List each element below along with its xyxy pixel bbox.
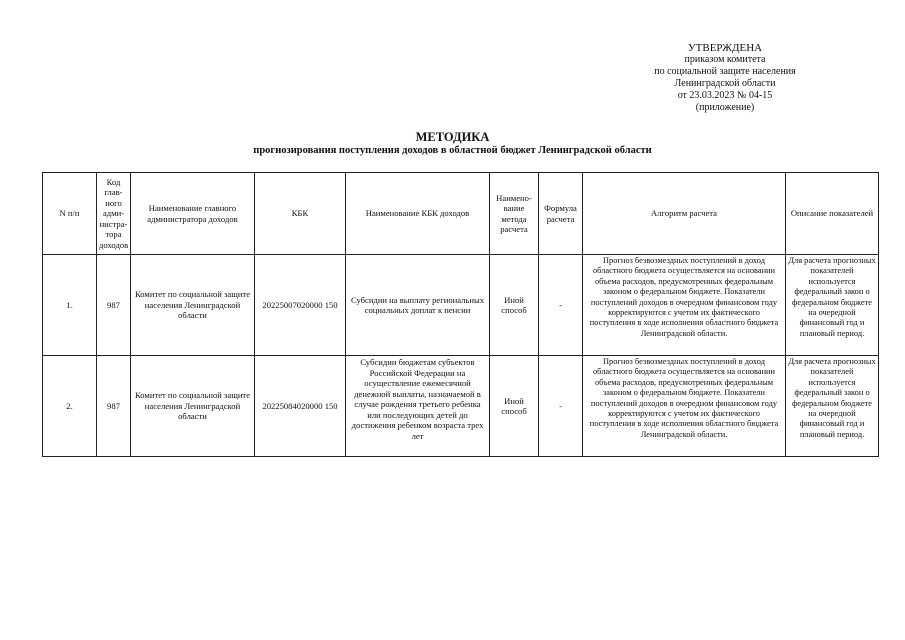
approval-order: приказом комитета — [684, 54, 766, 65]
approval-heading: УТВЕРЖДЕНА — [687, 42, 763, 54]
header-row — [43, 173, 879, 255]
header-num: N п/п — [43, 173, 97, 255]
cell-admin-name: Комитет по социальной защите населения Ленинградской области — [131, 255, 255, 356]
cell-code: 987 — [97, 255, 131, 356]
approval-block — [600, 42, 850, 114]
header-description: Описание показателей — [786, 173, 879, 255]
cell-kbk-name: Субсидии бюджетам субъектов Российской Федерации на осуществление ежемесячной денежной выплаты, назначаемой в случае рождения третьего ребенка или последующих детей до достижения ребенком возраста трех лет — [346, 356, 490, 457]
header-kbk: КБК — [255, 173, 346, 255]
approval-region: Ленинградской области — [674, 78, 776, 89]
cell-algorithm: Прогноз безвозмездных поступлений в доход областного бюджета осуществляется на основании объема расходов, предусмотренных федеральным законом о федеральном бюджете. Показатели поступлений доходов в очередном финансовом году корректируются с учетом их фактического поступления в ходе исполнения областного бюджета Ленинградской области. — [583, 255, 786, 356]
document-subtitle: прогнозирования поступления доходов в областной бюджет Ленинградской области — [253, 145, 652, 156]
cell-code: 987 — [97, 356, 131, 457]
cell-algorithm: Прогноз безвозмездных поступлений в доход областного бюджета осуществляется на основании объема расходов, предусмотренных федеральным законом о федеральном бюджете. Показатели поступлений доходов в очередном финансовом году корректируются с учетом их фактического поступления в ходе исполнения областного бюджета Ленинградской области. — [583, 356, 786, 457]
cell-num: 2. — [43, 356, 97, 457]
approval-date: от 23.03.2023 № 04-15 — [677, 90, 773, 101]
cell-method: Иной способ — [490, 255, 539, 356]
cell-num: 1. — [43, 255, 97, 356]
cell-description: Для расчета прогнозных показателей используется федеральный закон о федеральном бюджете на очередной финансовый год и плановый период. — [786, 255, 879, 356]
cell-formula: - — [539, 356, 583, 457]
cell-admin-name: Комитет по социальной защите населения Ленинградской области — [131, 356, 255, 457]
cell-description: Для расчета прогнозных показателей используется федеральный закон о федеральном бюджете на очередной финансовый год и плановый период. — [786, 356, 879, 457]
methodology-table — [42, 172, 879, 457]
cell-kbk: 20225084020000 150 — [255, 356, 346, 457]
cell-kbk-name: Субсидии на выплату региональных социальных доплат к пенсии — [346, 255, 490, 356]
cell-method: Иной способ — [490, 356, 539, 457]
header-method: Наимено-вание метода расчета — [490, 173, 539, 255]
approval-appendix: (приложение) — [695, 102, 755, 113]
approval-committee: по социальной защите населения — [654, 66, 796, 77]
header-code: Код глав-ного адми-нистра-тора доходов — [97, 173, 131, 255]
header-kbk-name: Наименование КБК доходов — [346, 173, 490, 255]
cell-kbk: 20225007020000 150 — [255, 255, 346, 356]
document-title: МЕТОДИКА — [415, 130, 490, 144]
cell-formula: - — [539, 255, 583, 356]
table-row — [43, 255, 879, 356]
header-algorithm: Алгоритм расчета — [583, 173, 786, 255]
table-row — [43, 356, 879, 457]
header-admin-name: Наименование главного администратора доходов — [131, 173, 255, 255]
header-formula: Формула расчета — [539, 173, 583, 255]
